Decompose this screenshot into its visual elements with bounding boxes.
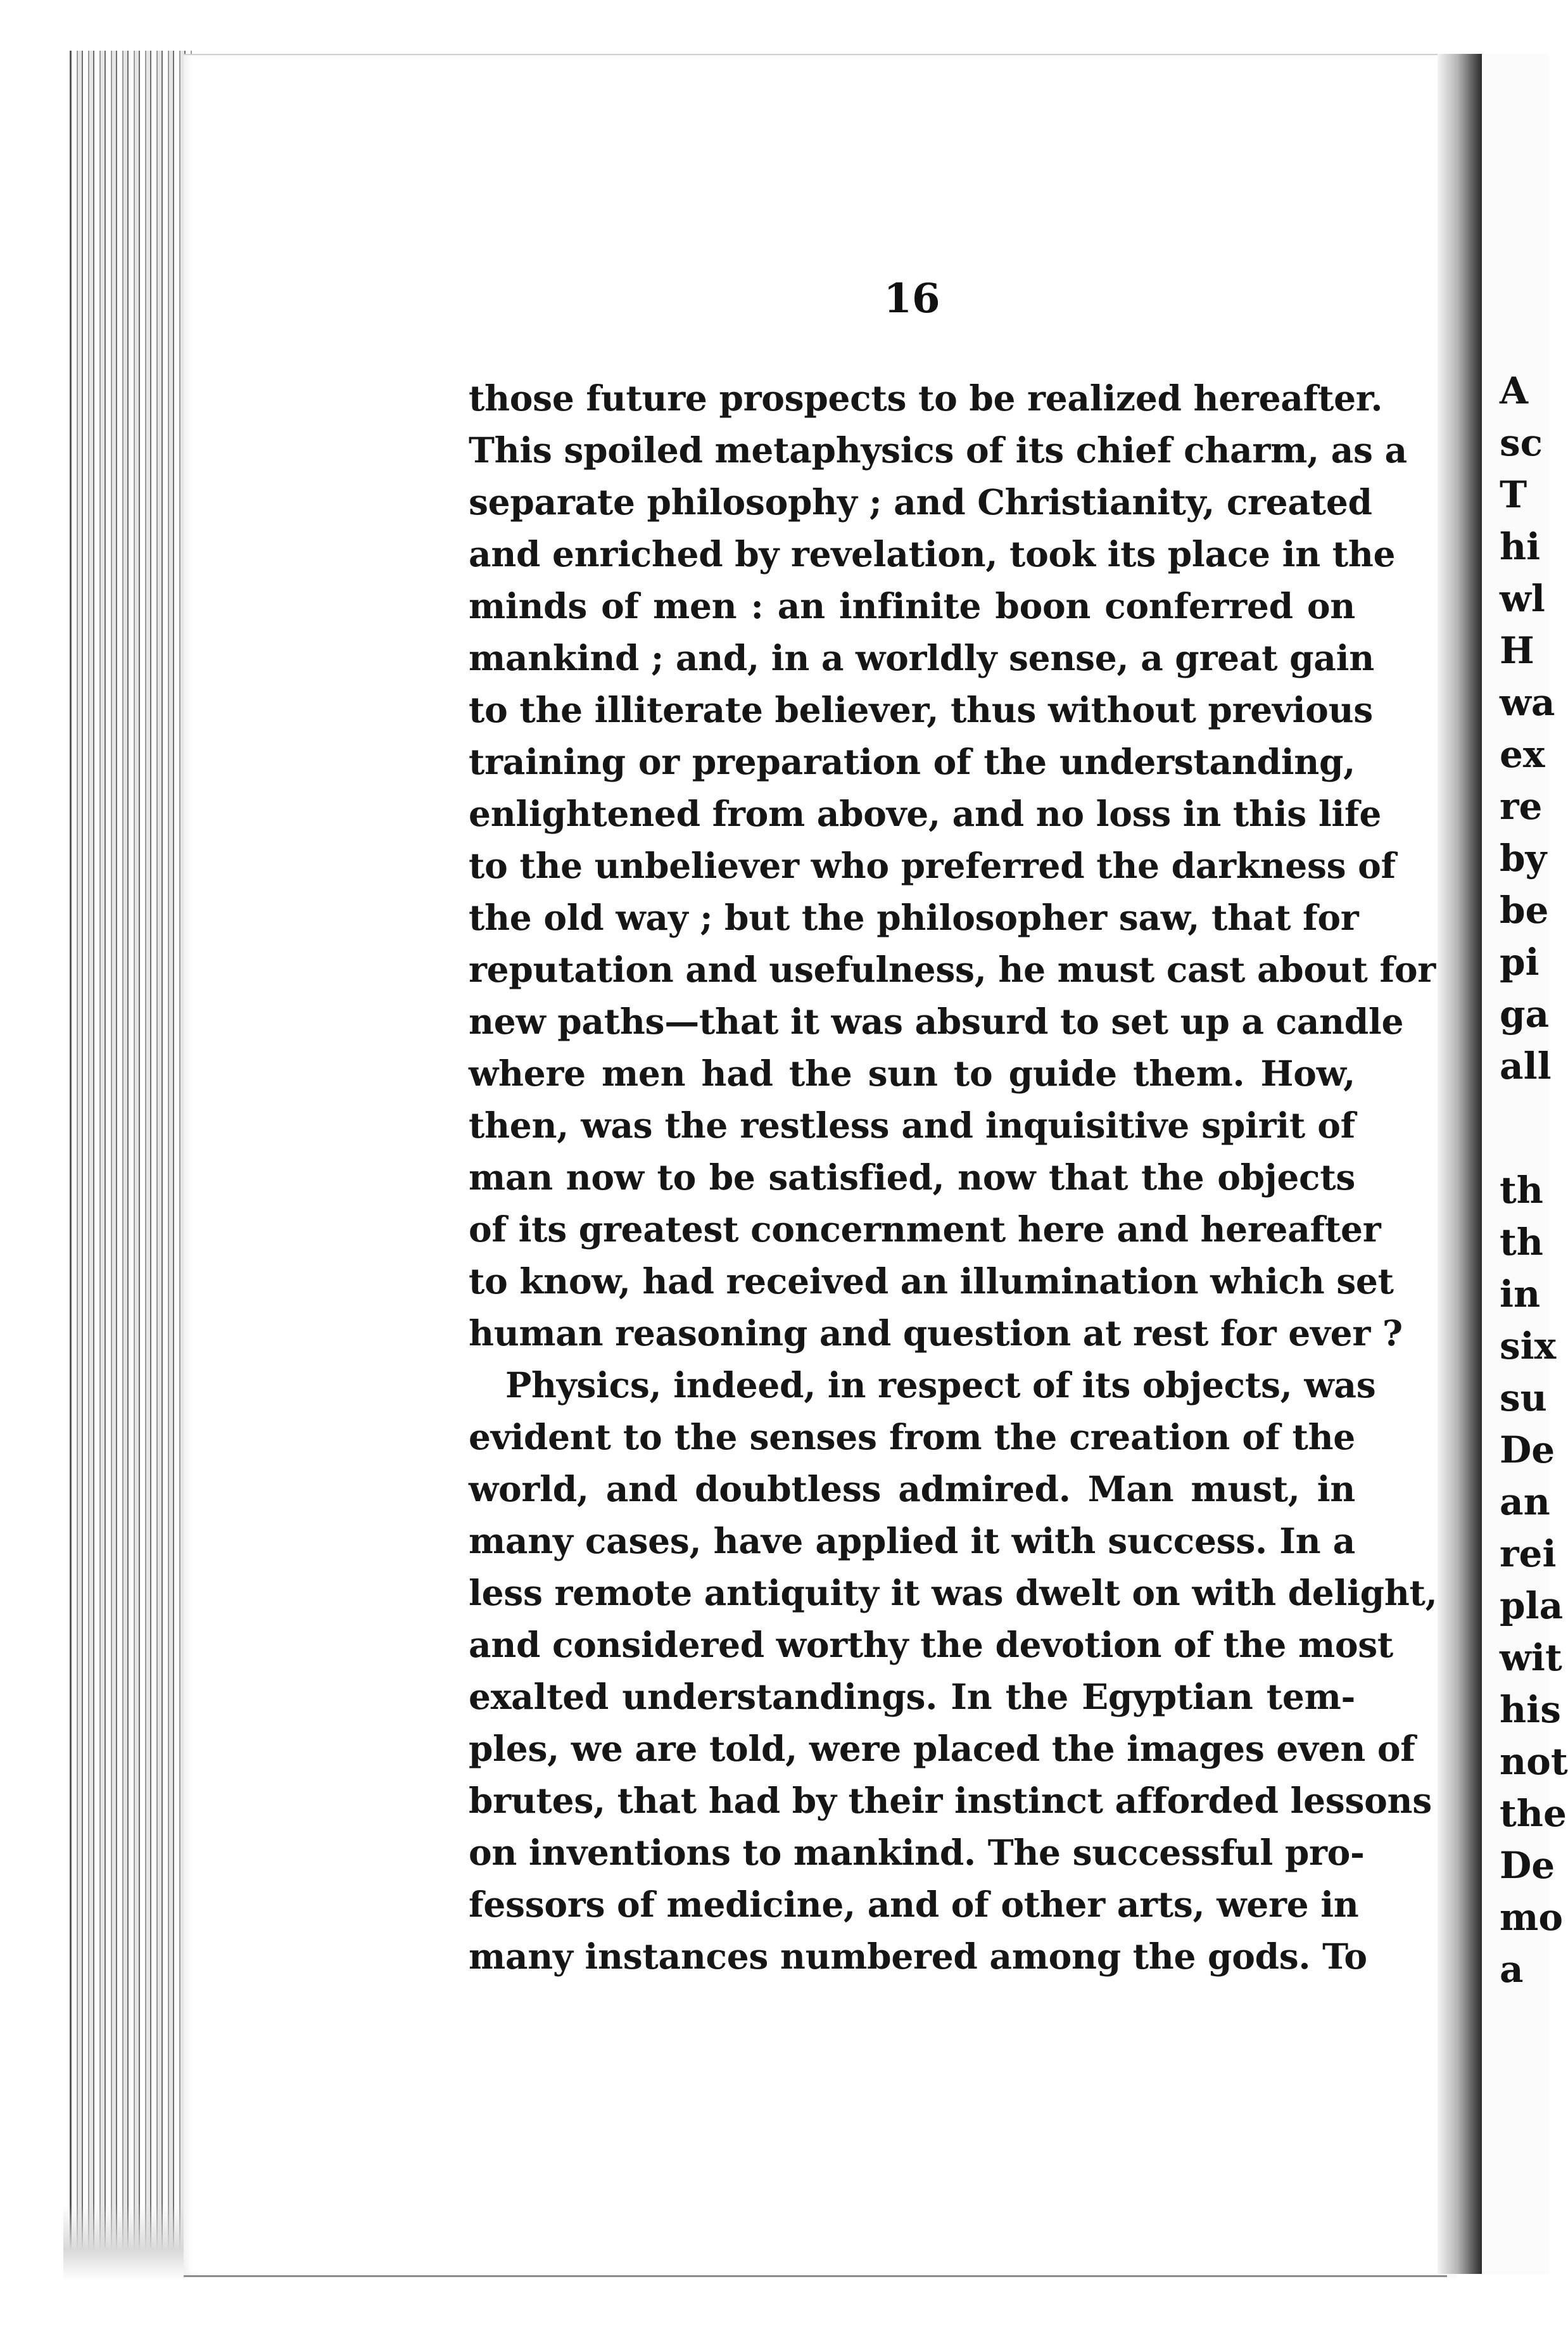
text-line: Physics, indeed, in respect of its objects, was: [505, 1364, 1376, 1406]
binding-gutter: [1438, 54, 1482, 2274]
facing-page-text: sc: [1500, 421, 1543, 464]
facing-page-text: his: [1500, 1688, 1561, 1731]
facing-page-text: ex: [1500, 733, 1545, 776]
text-line: world, and doubtless admired. Man must, in: [469, 1468, 1355, 1509]
text-line: enlightened from above, and no loss in this life: [469, 793, 1382, 834]
text-line: where men had the sun to guide them. How,: [469, 1053, 1355, 1094]
facing-page-text: rei: [1500, 1532, 1557, 1575]
facing-page-text: wit: [1500, 1636, 1562, 1679]
facing-page-text: an: [1500, 1480, 1550, 1523]
facing-page-text: the: [1500, 1792, 1567, 1835]
facing-page-text: not: [1500, 1740, 1568, 1783]
text-line: many cases, have applied it with success. In a: [469, 1520, 1355, 1561]
text-line: minds of men : an infinite boon conferred on: [469, 585, 1355, 626]
text-line: the old way ; but the philosopher saw, that for: [469, 897, 1359, 938]
text-line: fessors of medicine, and of other arts, were in: [469, 1884, 1359, 1925]
facing-page-text: by: [1500, 837, 1547, 880]
facing-page-text: all: [1500, 1044, 1552, 1088]
text-line: human reasoning and question at rest for ever ?: [469, 1312, 1403, 1354]
text-line: exalted understandings. In the Egyptian tem-: [469, 1676, 1355, 1717]
text-line: less remote antiquity it was dwelt on with delight,: [469, 1572, 1438, 1613]
text-line: mankind ; and, in a worldly sense, a great gain: [469, 637, 1374, 678]
text-line: to know, had received an illumination which set: [469, 1260, 1394, 1302]
text-line: new paths—that it was absurd to set up a candle: [469, 1001, 1404, 1042]
page-stack-edge: [70, 51, 192, 2280]
facing-page-text: pla: [1500, 1584, 1564, 1627]
text-line: separate philosophy ; and Christianity, created: [469, 481, 1372, 523]
facing-page-text: th: [1500, 1169, 1543, 1212]
text-line: of its greatest concernment here and hereafter: [469, 1209, 1381, 1250]
facing-page-text: a: [1500, 1948, 1524, 1991]
text-line: many instances numbered among the gods. To: [469, 1936, 1367, 1977]
facing-page-text: A: [1500, 369, 1529, 412]
page-number: 16: [883, 275, 940, 322]
text-line: reputation and usefulness, he must cast about for: [469, 949, 1436, 990]
text-line: then, was the restless and inquisitive spirit of: [469, 1105, 1355, 1146]
facing-page-text: re: [1500, 785, 1543, 828]
text-line: those future prospects to be realized hereafter.: [469, 378, 1383, 419]
facing-page-text: hi: [1500, 525, 1541, 568]
text-line: ples, we are told, were placed the images even of: [469, 1728, 1415, 1769]
facing-page-text: T: [1500, 473, 1527, 516]
facing-page-text: H: [1500, 629, 1534, 672]
text-line: training or preparation of the understanding,: [469, 741, 1355, 782]
facing-page-text: pi: [1500, 941, 1540, 984]
facing-page-text: De: [1500, 1844, 1555, 1887]
facing-page-text: wl: [1500, 577, 1545, 620]
facing-page-text: su: [1500, 1376, 1547, 1419]
facing-page-text: De: [1500, 1428, 1555, 1471]
text-line: man now to be satisfied, now that the objects: [469, 1157, 1355, 1198]
text-line: brutes, that had by their instinct afforded lessons: [469, 1780, 1432, 1821]
text-line: to the illiterate believer, thus without previous: [469, 689, 1373, 730]
facing-page-text: mo: [1500, 1896, 1564, 1939]
facing-page-text: ga: [1500, 993, 1550, 1036]
body-text: [469, 372, 1438, 1983]
facing-page-text: six: [1500, 1324, 1557, 1368]
facing-page-text: wa: [1500, 681, 1555, 724]
facing-page-text: th: [1500, 1221, 1543, 1264]
facing-page-fragment: [1482, 54, 1568, 2274]
text-line: evident to the senses from the creation of the: [469, 1416, 1355, 1457]
text-line: This spoiled metaphysics of its chief charm, as a: [469, 429, 1407, 471]
facing-page-text: be: [1500, 889, 1549, 932]
text-line: and considered worthy the devotion of the most: [469, 1624, 1394, 1665]
facing-page-text: in: [1500, 1273, 1541, 1316]
text-line: on inventions to mankind. The successful pro-: [469, 1832, 1365, 1873]
text-line: and enriched by revelation, took its place in the: [469, 533, 1396, 574]
text-line: to the unbeliever who preferred the darkness of: [469, 845, 1396, 886]
